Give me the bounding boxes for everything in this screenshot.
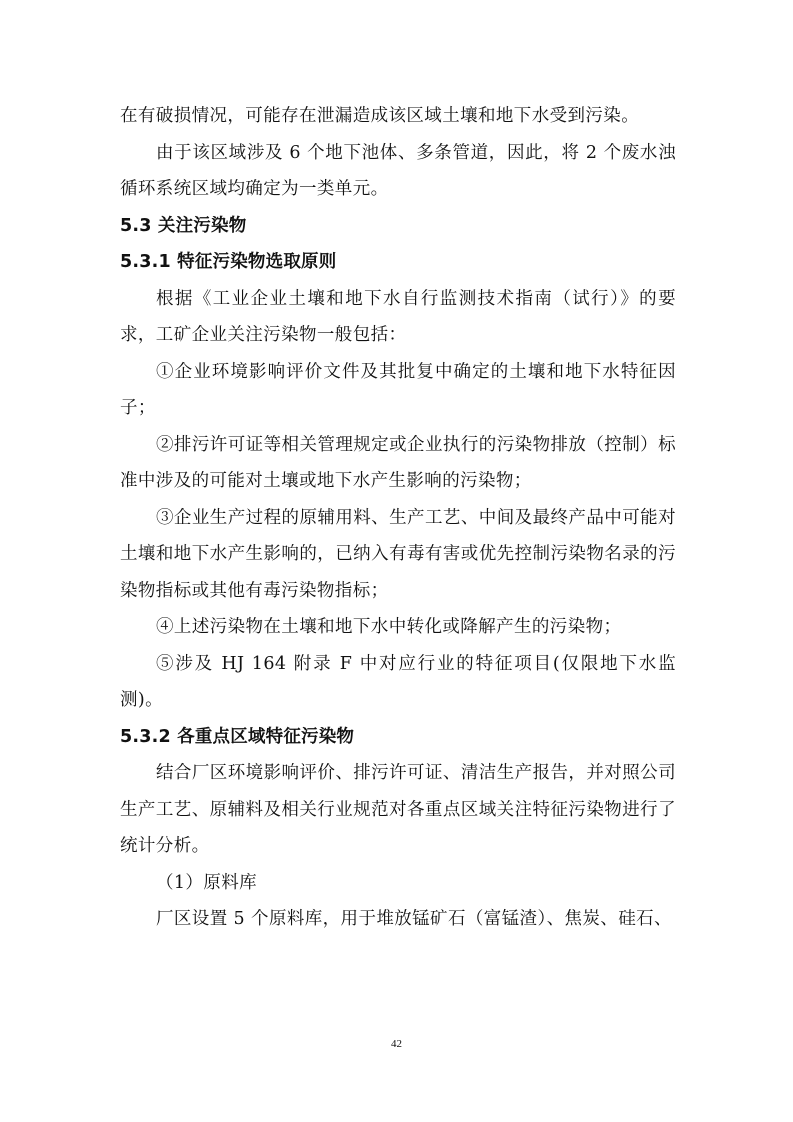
section-heading-5-3-1: 5.3.1 特征污染物选取原则	[120, 252, 337, 272]
section-heading-5-3: 5.3 关注污染物	[120, 215, 247, 236]
list-item-3: ③企业生产过程的原辅用料、生产工艺、中间及最终产品中可能对土壤和地下水产生影响的，已纳入有毒有害或优先控制污染物名录的污染物指标或其他有毒污染物指标；	[120, 507, 676, 601]
paragraph-analysis: 结合厂区环境影响评价、排污许可证、清洁生产报告，并对照公司生产工艺、原辅料及相关行业规范对各重点区域关注特征污染物进行了统计分析。	[120, 763, 676, 856]
paragraph-unit-classification: 由于该区域涉及 6 个地下池体、多条管道，因此，将 2 个废水浊循环系统区域均确定为一类单元。	[120, 142, 676, 199]
page-number: 42	[391, 1038, 402, 1050]
page-content	[120, 98, 676, 938]
list-item-5: ⑤涉及 HJ 164 附录 F 中对应行业的特征项目(仅限地下水监测)。	[120, 653, 676, 710]
paragraph-raw-material-store: 厂区设置 5 个原料库，用于堆放锰矿石（富锰渣）、焦炭、硅石、	[156, 909, 672, 929]
list-item-4: ④上述污染物在土壤和地下水中转化或降解产生的污染物；	[156, 617, 622, 637]
list-item-1: ①企业环境影响评价文件及其批复中确定的土壤和地下水特征因子；	[120, 361, 676, 418]
list-item-2: ②排污许可证等相关管理规定或企业执行的污染物排放（控制）标准中涉及的可能对土壤或地下水产生影响的污染物；	[120, 434, 676, 491]
paragraph-guideline-intro: 根据《工业企业土壤和地下水自行监测技术指南（试行）》的要求，工矿企业关注污染物一般包括：	[120, 288, 676, 345]
paragraph-continuation: 在有破损情况，可能存在泄漏造成该区域土壤和地下水受到污染。	[120, 106, 640, 126]
subheading-raw-material-store: （1）原料库	[156, 872, 258, 893]
section-heading-5-3-2: 5.3.2 各重点区域特征污染物	[120, 726, 355, 747]
